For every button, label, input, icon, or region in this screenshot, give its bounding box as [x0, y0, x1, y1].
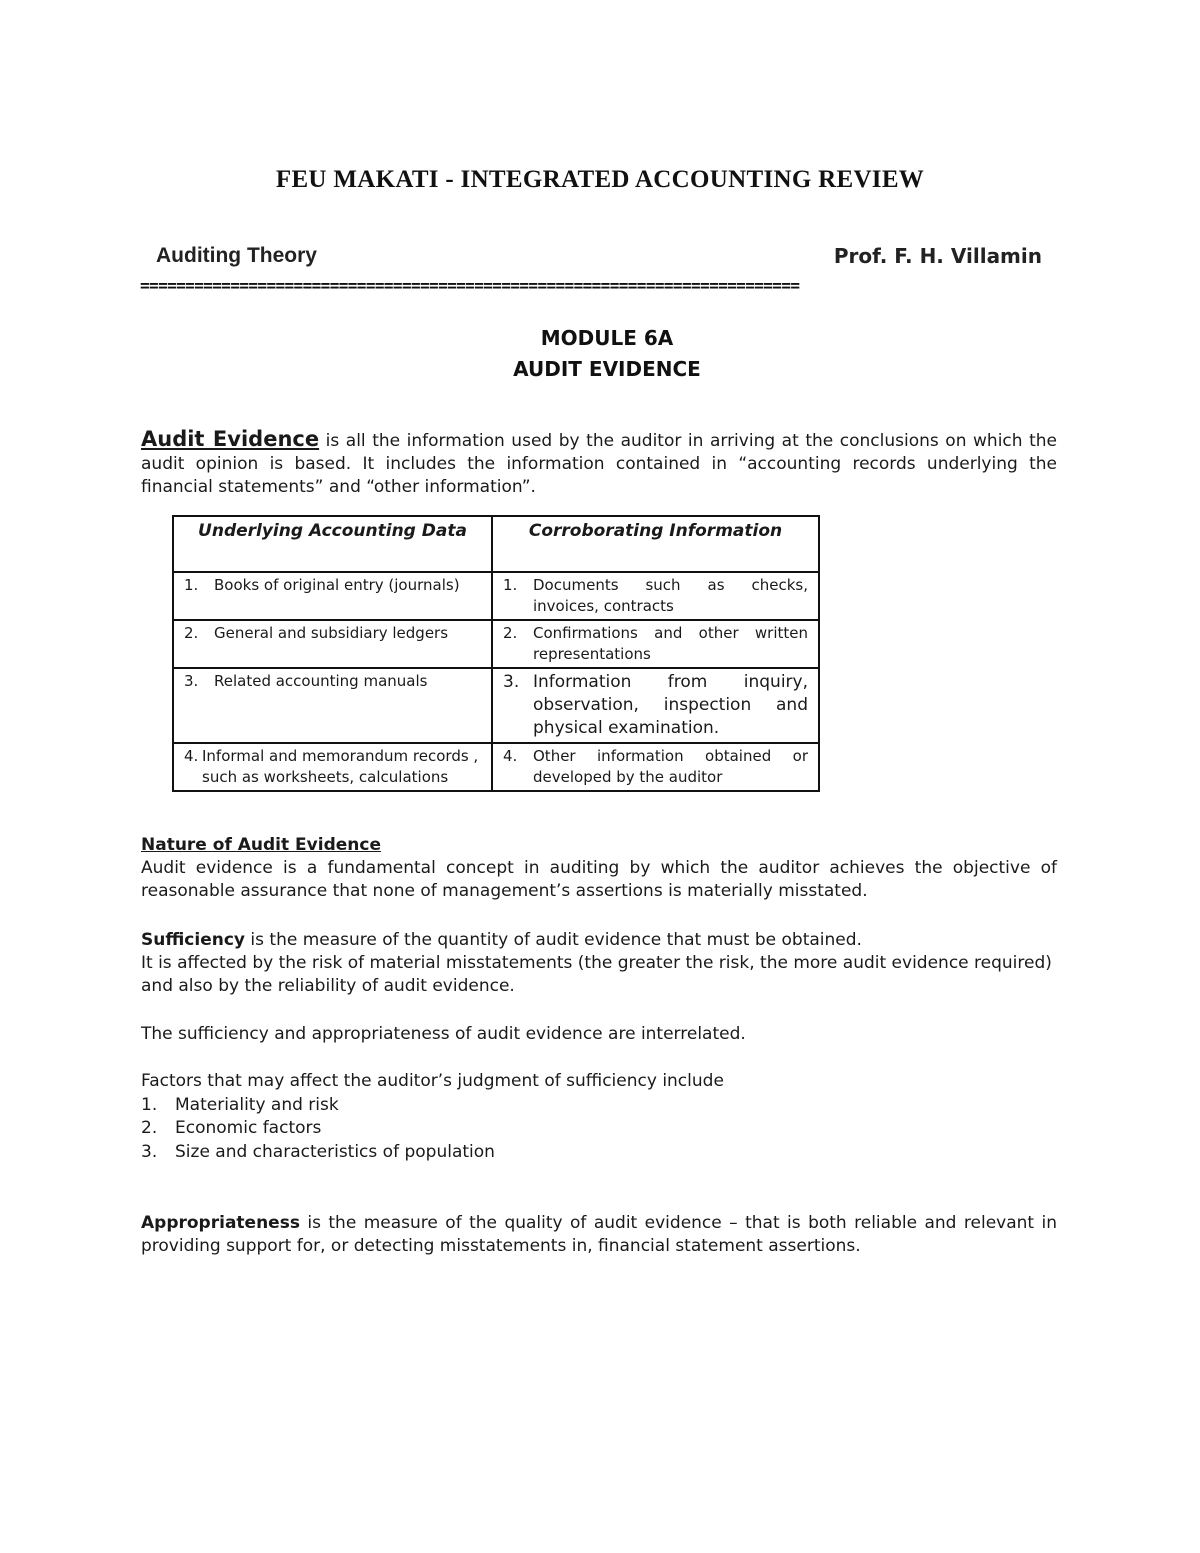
- sufficiency-section: [141, 929, 1057, 998]
- intro-text: is all the information used by the auditor in arriving at the conclusions on which the audit opinion is based. It includes the information contained in “accounting records underlying the financial statements” and “other information”.: [141, 431, 1057, 497]
- item-text: Books of original entry (journals): [214, 576, 460, 594]
- evidence-table: [172, 515, 820, 792]
- list-item: [141, 1117, 841, 1141]
- item-number: 1.: [503, 576, 518, 594]
- separator-rule: =========================================================================: [140, 276, 800, 295]
- sufficiency-term: Sufficiency: [141, 930, 246, 950]
- item-text: Related accounting manuals: [214, 672, 428, 690]
- intro-paragraph: [141, 428, 1057, 499]
- table-row: [173, 743, 819, 791]
- item-number: 3.: [184, 672, 199, 690]
- table-cell: [173, 743, 492, 791]
- sufficiency-text-2: It is affected by the risk of material misstatements (the greater the risk, the more audit evidence required) and also by the reliability of audit evidence.: [141, 953, 1052, 996]
- module-heading: [0, 323, 1200, 385]
- item-number: 3.: [503, 672, 520, 692]
- factors-section: [141, 1070, 841, 1164]
- module-name: AUDIT EVIDENCE: [513, 357, 701, 381]
- list-number: 3.: [141, 1141, 158, 1162]
- table-cell: [492, 743, 819, 791]
- item-number: 4.: [503, 747, 518, 765]
- interrelated-text: The sufficiency and appropriateness of audit evidence are interrelated.: [141, 1024, 746, 1044]
- professor-name: Prof. F. H. Villamin: [833, 244, 1042, 268]
- list-item: [141, 1141, 841, 1165]
- item-text: General and subsidiary ledgers: [214, 624, 449, 642]
- list-number: 1.: [141, 1094, 158, 1115]
- table-cell: [492, 620, 819, 668]
- item-text: Other information obtained or developed by the auditor: [533, 747, 808, 786]
- nature-section: [141, 834, 1057, 903]
- table-row: [173, 668, 819, 743]
- table-cell: [173, 668, 492, 743]
- item-number: 1.: [184, 576, 199, 594]
- document-title: FEU MAKATI - INTEGRATED ACCOUNTING REVIEW: [275, 166, 925, 193]
- nature-heading: Nature of Audit Evidence: [141, 835, 381, 855]
- table-cell: [173, 572, 492, 620]
- sufficiency-text: is the measure of the quantity of audit evidence that must be obtained.: [245, 930, 862, 950]
- table-cell: [173, 620, 492, 668]
- appropriateness-paragraph: [141, 1212, 1057, 1258]
- list-number: 2.: [141, 1118, 158, 1138]
- table-cell: [492, 572, 819, 620]
- table-row: [173, 572, 819, 620]
- item-number: 4.: [184, 747, 199, 765]
- subject-label: Auditing Theory: [156, 244, 317, 267]
- table-header-underlying: Underlying Accounting Data: [173, 516, 492, 572]
- item-text: Documents such as checks, invoices, contracts: [533, 576, 808, 615]
- item-text: Confirmations and other written representations: [533, 624, 808, 663]
- table-row: [173, 620, 819, 668]
- intro-term: Audit Evidence: [141, 427, 320, 451]
- item-number: 2.: [503, 624, 518, 642]
- item-text: Information from inquiry, observation, inspection and physical examination.: [533, 672, 808, 738]
- nature-text: Audit evidence is a fundamental concept in auditing by which the auditor achieves the objective of reasonable assurance that none of management’s assertions is materially misstated.: [141, 858, 1057, 901]
- item-text: Informal and memorandum records , such as worksheets, calculations: [202, 747, 479, 786]
- appropriateness-term: Appropriateness: [141, 1213, 300, 1233]
- factors-intro: Factors that may affect the auditor’s judgment of sufficiency include: [141, 1071, 724, 1091]
- list-item: [141, 1094, 841, 1118]
- appropriateness-text: is the measure of the quality of audit evidence – that is both reliable and relevant in providing support for, or detecting misstatements in, financial statement assertions.: [141, 1213, 1057, 1256]
- item-number: 2.: [184, 624, 199, 642]
- module-number: MODULE 6A: [540, 326, 674, 350]
- table-header-row: [173, 516, 819, 572]
- list-text: Materiality and risk: [175, 1094, 339, 1115]
- list-text: Economic factors: [175, 1118, 322, 1138]
- list-text: Size and characteristics of population: [175, 1141, 495, 1162]
- table-cell: [492, 668, 819, 743]
- table-header-corroborating: Corroborating Information: [492, 516, 819, 572]
